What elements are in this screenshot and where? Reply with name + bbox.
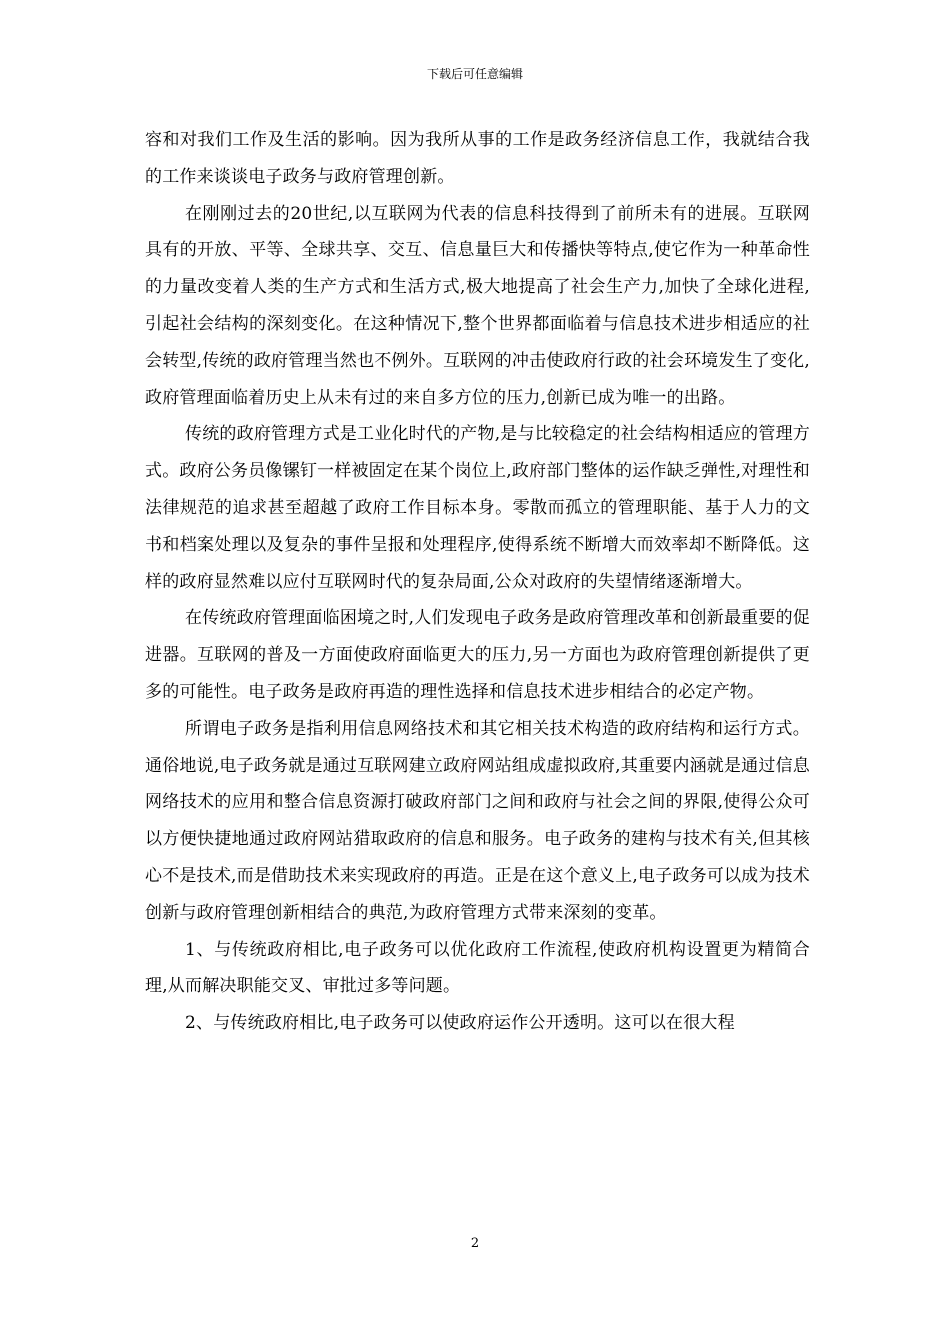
header-note: 下载后可任意编辑: [426, 67, 523, 81]
page-header: [0, 66, 950, 82]
paragraph: 在刚刚过去的20世纪,以互联网为代表的信息科技得到了前所未有的进展。互联网具有的开放、平等、全球共享、交互、信息量巨大和传播快等特点,使它作为一种革命性的力量改变着人类的生产方式和生活方式,极大地提高了社会生产力,加快了全球化进程,引起社会结构的深刻变化。在这种情况下,整个世界都面临着与信息技术进步相适应的社会转型,传统的政府管理当然也不例外。互联网的冲击使政府行政的社会环境发生了变化,政府管理面临着历史上从未有过的来自多方位的压力,创新已成为唯一的出路。: [145, 203, 810, 408]
paragraph-continuation: 容和对我们工作及生活的影响。因为我所从事的工作是政务经济信息工作，我就结合我的工作来谈谈电子政务与政府管理创新。: [145, 130, 810, 187]
document-body: [145, 122, 810, 1042]
page-number: 2: [470, 1236, 480, 1251]
paragraph: 所谓电子政务是指利用信息网络技术和其它相关技术构造的政府结构和运行方式。通俗地说,电子政务就是通过互联网建立政府网站组成虚拟政府,其重要内涵就是通过信息网络技术的应用和整合信息资源打破政府部门之间和政府与社会之间的界限,使得公众可以方便快捷地通过政府网站猎取政府的信息和服务。电子政务的建构与技术有关,但其核心不是技术,而是借助技术来实现政府的再造。正是在这个意义上,电子政务可以成为技术创新与政府管理创新相结合的典范,为政府管理方式带来深刻的变革。: [145, 718, 810, 923]
list-item-paragraph: 1、与传统政府相比,电子政务可以优化政府工作流程,使政府机构设置更为精简合理,从而解决职能交叉、审批过多等问题。: [145, 939, 810, 997]
paragraph: 传统的政府管理方式是工业化时代的产物,是与比较稳定的社会结构相适应的管理方式。政府公务员像镙钉一样被固定在某个岗位上,政府部门整体的运作缺乏弹性,对理性和法律规范的追求甚至超越了政府工作目标本身。零散而孤立的管理职能、基于人力的文书和档案处理以及复杂的事件呈报和处理程序,使得系统不断增大而效率却不断降低。这样的政府显然难以应付互联网时代的复杂局面,公众对政府的失望情绪逐渐增大。: [145, 424, 810, 592]
page-footer: [0, 1236, 950, 1252]
list-item-paragraph: 2、与传统政府相比,电子政务可以使政府运作公开透明。这可以在很大程: [185, 1013, 735, 1034]
paragraph: 在传统政府管理面临困境之时,人们发现电子政务是政府管理改革和创新最重要的促进器。互联网的普及一方面使政府面临更大的压力,另一方面也为政府管理创新提供了更多的可能性。电子政务是政府再造的理性选择和信息技术进步相结合的必定产物。: [145, 608, 810, 702]
